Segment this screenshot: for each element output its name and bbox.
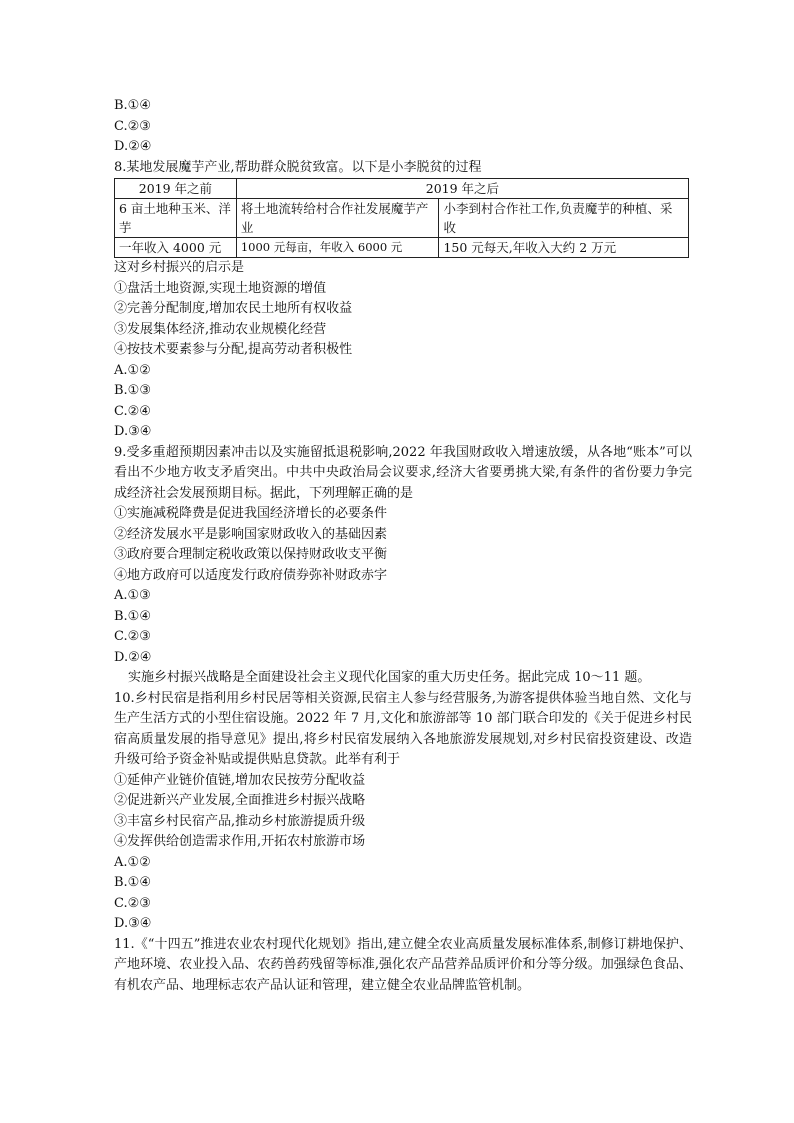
option-b[interactable]: B.①④ — [114, 875, 151, 890]
header-after: 2019 年之后 — [236, 179, 688, 199]
option-b[interactable]: B.①③ — [114, 383, 151, 398]
statement-item: ④地方政府可以适度发行政府债券弥补财政赤字 — [114, 567, 388, 583]
table-cell: 将土地流转给村合作社发展魔芋产业 — [236, 199, 439, 238]
option-d[interactable]: D.②④ — [114, 139, 152, 154]
question-prompt: 这对乡村振兴的启示是 — [114, 260, 245, 275]
statement-item: ③丰富乡村民宿产品,推动乡村旅游提质升级 — [114, 813, 366, 829]
statement-item: ②经济发展水平是影响国家财政收入的基础因素 — [114, 526, 388, 542]
option-a[interactable]: A.①② — [114, 854, 151, 870]
question-stem: 8.某地发展魔芋产业,帮助群众脱贫致富。以下是小李脱贫的过程 — [114, 159, 482, 175]
statement-item: ②完善分配制度,增加农民土地所有权收益 — [114, 301, 353, 316]
option-d[interactable]: D.③④ — [114, 424, 152, 439]
table-cell: 150 元每天,年收入大约 2 万元 — [439, 238, 689, 258]
statement-item: ①实施减税降费是促进我国经济增长的必要条件 — [114, 506, 388, 521]
table-cell: 小李到村合作社工作,负责魔芋的种植、采收 — [439, 199, 689, 238]
question-9 — [114, 443, 692, 669]
option-d[interactable]: D.③④ — [114, 916, 152, 931]
header-before: 2019 年之前 — [115, 179, 237, 199]
statement-item: ④按技术要素参与分配,提高劳动者积极性 — [114, 342, 353, 357]
statement-item: ③政府要合理制定税收政策以保持财政收支平衡 — [114, 547, 388, 562]
question-11 — [114, 935, 692, 997]
option-c[interactable]: C.②③ — [114, 118, 151, 134]
statement-item: ④发挥供给创造需求作用,开拓农村旅游市场 — [114, 834, 366, 849]
statement-item: ①盘活土地资源,实现土地资源的增值 — [114, 280, 327, 296]
statement-item: ①延伸产业链价值链,增加农民按劳分配收益 — [114, 772, 366, 788]
question-stem: 11.《“十四五”推进农业农村现代化规划》指出,建立健全农业高质量发展标准体系,制修订耕地保护、产地环境、农业投入品、农药兽药残留等标准,强化农产品营养品质评价和分等分级。加强绿色食品、有机农产品、地理标志农产品认证和管理，建立健全农业品牌监管机制。 — [114, 936, 692, 993]
question-10 — [114, 689, 692, 935]
document-page — [114, 96, 692, 996]
q7-options — [114, 96, 692, 158]
statement-item: ③发展集体经济,推动农业规模化经营 — [114, 321, 327, 337]
question-stem: 10.乡村民宿是指利用乡村民居等相关资源,民宿主人参与经营服务,为游客提供体验当地自然、文化与生产生活方式的小型住宿设施。2022 年 7 月,文化和旅游部等 10 部门联合印发的《关于促进乡村民宿高质量发展的指导意见》提出,将乡村民宿发展纳入各地旅游发展规划,对乡村民宿投资建设、改造升级可给予资金补贴或提供贴息贷款。此举有利于 — [114, 690, 692, 767]
option-c[interactable]: C.②③ — [114, 895, 151, 911]
question-stem: 9.受多重超预期因素冲击以及实施留抵退税影响,2022 年我国财政收入增速放缓，从各地“账本”可以看出不少地方收支矛盾突出。中共中央政治局会议要求,经济大省要勇挑大梁,有条件的省份要力争完成经济社会发展预期目标。据此，下列理解正确的是 — [114, 444, 692, 501]
option-c[interactable]: C.②④ — [114, 403, 151, 419]
option-b[interactable]: B.①④ — [114, 608, 151, 624]
question-8 — [114, 158, 692, 443]
section-intro: 实施乡村振兴战略是全面建设社会主义现代化国家的重大历史任务。据此完成 10～11 题。 — [128, 670, 651, 685]
option-c[interactable]: C.②③ — [114, 629, 151, 644]
option-b[interactable]: B.①④ — [114, 98, 151, 113]
option-a[interactable]: A.①③ — [114, 588, 151, 603]
option-d[interactable]: D.②④ — [114, 649, 152, 665]
income-table — [114, 178, 689, 258]
statement-item: ②促进新兴产业发展,全面推进乡村振兴战略 — [114, 793, 366, 808]
table-cell: 1000 元每亩，年收入 6000 元 — [236, 238, 439, 258]
table-cell: 一年收入 4000 元 — [115, 238, 237, 258]
option-a[interactable]: A.①② — [114, 362, 151, 378]
table-cell: 6 亩土地种玉米、洋芋 — [115, 199, 237, 238]
